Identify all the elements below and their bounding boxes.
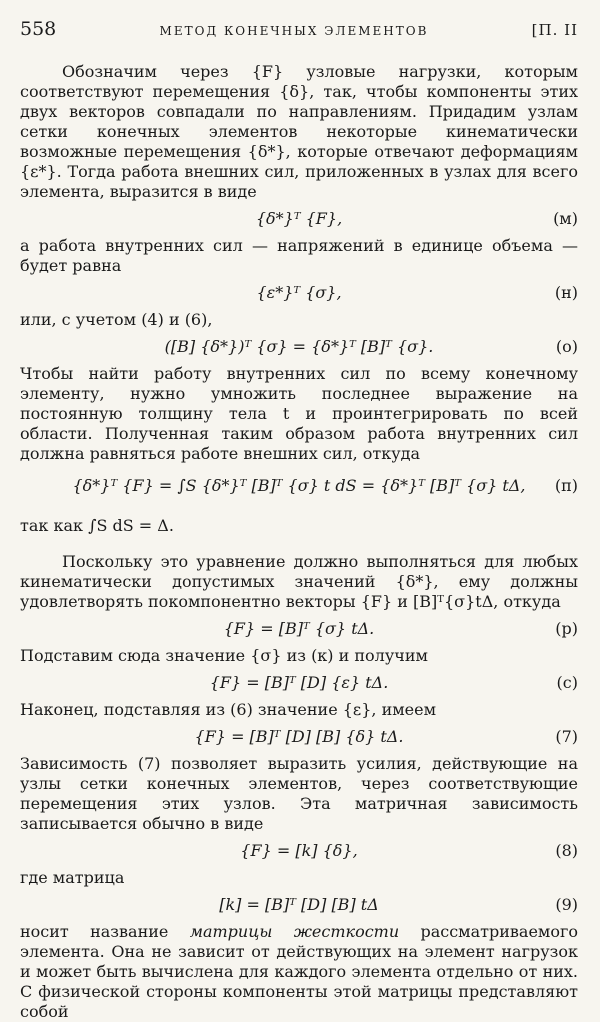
paragraph-2: а работа внутренних сил — напряжений в единице объема — будет равна xyxy=(20,236,578,275)
equation-formula: {F} = [B]ᵀ [D] {ε} tΔ. xyxy=(209,673,389,692)
equation-formula: ([B] {δ*})ᵀ {σ} = {δ*}ᵀ [B]ᵀ {σ}. xyxy=(164,337,434,356)
equation-formula: {δ*}ᵀ {F} = ∫S {δ*}ᵀ [B]ᵀ {σ} t dS = {δ*}ᵀ [B]ᵀ {σ} tΔ, xyxy=(72,476,526,495)
paragraph-6: Поскольку это уравнение должно выполняться для любых кинематически допустимых значений {δ*}, ему должны удовлетворять покомпонентно векторы {F} и [B]ᵀ{σ}tΔ, откуда xyxy=(20,552,578,611)
equation-o xyxy=(20,330,578,364)
equation-n xyxy=(20,276,578,310)
equation-number: (9) xyxy=(555,895,578,914)
equation-number: (р) xyxy=(555,619,578,638)
equation-formula: {F} = [k] {δ}, xyxy=(240,841,358,860)
paragraph-10: где матрица xyxy=(20,868,125,887)
equation-p xyxy=(20,464,578,516)
paragraph-7: Подставим сюда значение {σ} из (к) и получим xyxy=(20,646,428,665)
equation-number: (7) xyxy=(555,727,578,746)
equation-s xyxy=(20,666,578,700)
page-header xyxy=(20,18,578,40)
equation-number: (м) xyxy=(553,209,578,228)
equation-number: (с) xyxy=(556,673,578,692)
stiffness-matrix-term: матрицы жесткости xyxy=(189,922,400,941)
paragraph-4: Чтобы найти работу внутренних сил по всему конечному элементу, нужно умножить последнее выражение на постоянную толщину тела t и проинтегрировать по всей области. Полученная таким образом работа внутренних сил должна равняться работе внешних сил, откуда xyxy=(20,364,578,463)
equation-number: (о) xyxy=(555,337,578,356)
equation-8 xyxy=(20,834,578,868)
equation-formula: {F} = [B]ᵀ {σ} tΔ. xyxy=(223,619,375,638)
equation-7 xyxy=(20,720,578,754)
paragraph-11 xyxy=(20,922,578,1022)
section-reference: [П. II xyxy=(531,21,578,39)
equation-formula: {ε*}ᵀ {σ}, xyxy=(256,283,342,302)
running-title: МЕТОД КОНЕЧНЫХ ЭЛЕМЕНТОВ xyxy=(159,24,429,38)
paragraph-3: или, с учетом (4) и (6), xyxy=(20,310,213,329)
paragraph-5: так как ∫S dS = Δ. xyxy=(20,516,174,535)
equation-9 xyxy=(20,888,578,922)
paragraph-11-end: рассматриваемого элемента. Она не зависит от действующих на элемент нагрузок и может быть вычислена для каждого элемента отдельно от них. С физической стороны компоненты этой матрицы представляют собой xyxy=(20,922,579,1021)
equation-r xyxy=(20,612,578,646)
paragraph-8: Наконец, подставляя из (6) значение {ε}, имеем xyxy=(20,700,437,719)
equation-number: (п) xyxy=(554,476,578,495)
page-number: 558 xyxy=(20,18,57,40)
equation-m xyxy=(20,202,578,236)
paragraph-11-start: носит название xyxy=(20,922,190,941)
equation-formula: [k] = [B]ᵀ [D] [B] tΔ xyxy=(219,895,379,914)
equation-number: (8) xyxy=(555,841,578,860)
equation-formula: {F} = [B]ᵀ [D] [B] {δ} tΔ. xyxy=(194,727,404,746)
equation-number: (н) xyxy=(554,283,578,302)
paragraph-1: Обозначим через {F} узловые нагрузки, которым соответствуют перемещения {δ}, так, чтобы компоненты этих двух векторов совпадали по направлениям. Придадим узлам сетки конечных элементов некоторые кинематически возможные перемещения {δ*}, которые отвечают деформациям {ε*}. Тогда работа внешних сил, приложенных в узлах для всего элемента, выразится в виде xyxy=(20,62,578,201)
equation-formula: {δ*}ᵀ {F}, xyxy=(255,209,343,228)
paragraph-9: Зависимость (7) позволяет выразить усилия, действующие на узлы сетки конечных элементов, через соответствующие перемещения этих узлов. Эта матричная зависимость записывается обычно в виде xyxy=(20,754,578,833)
